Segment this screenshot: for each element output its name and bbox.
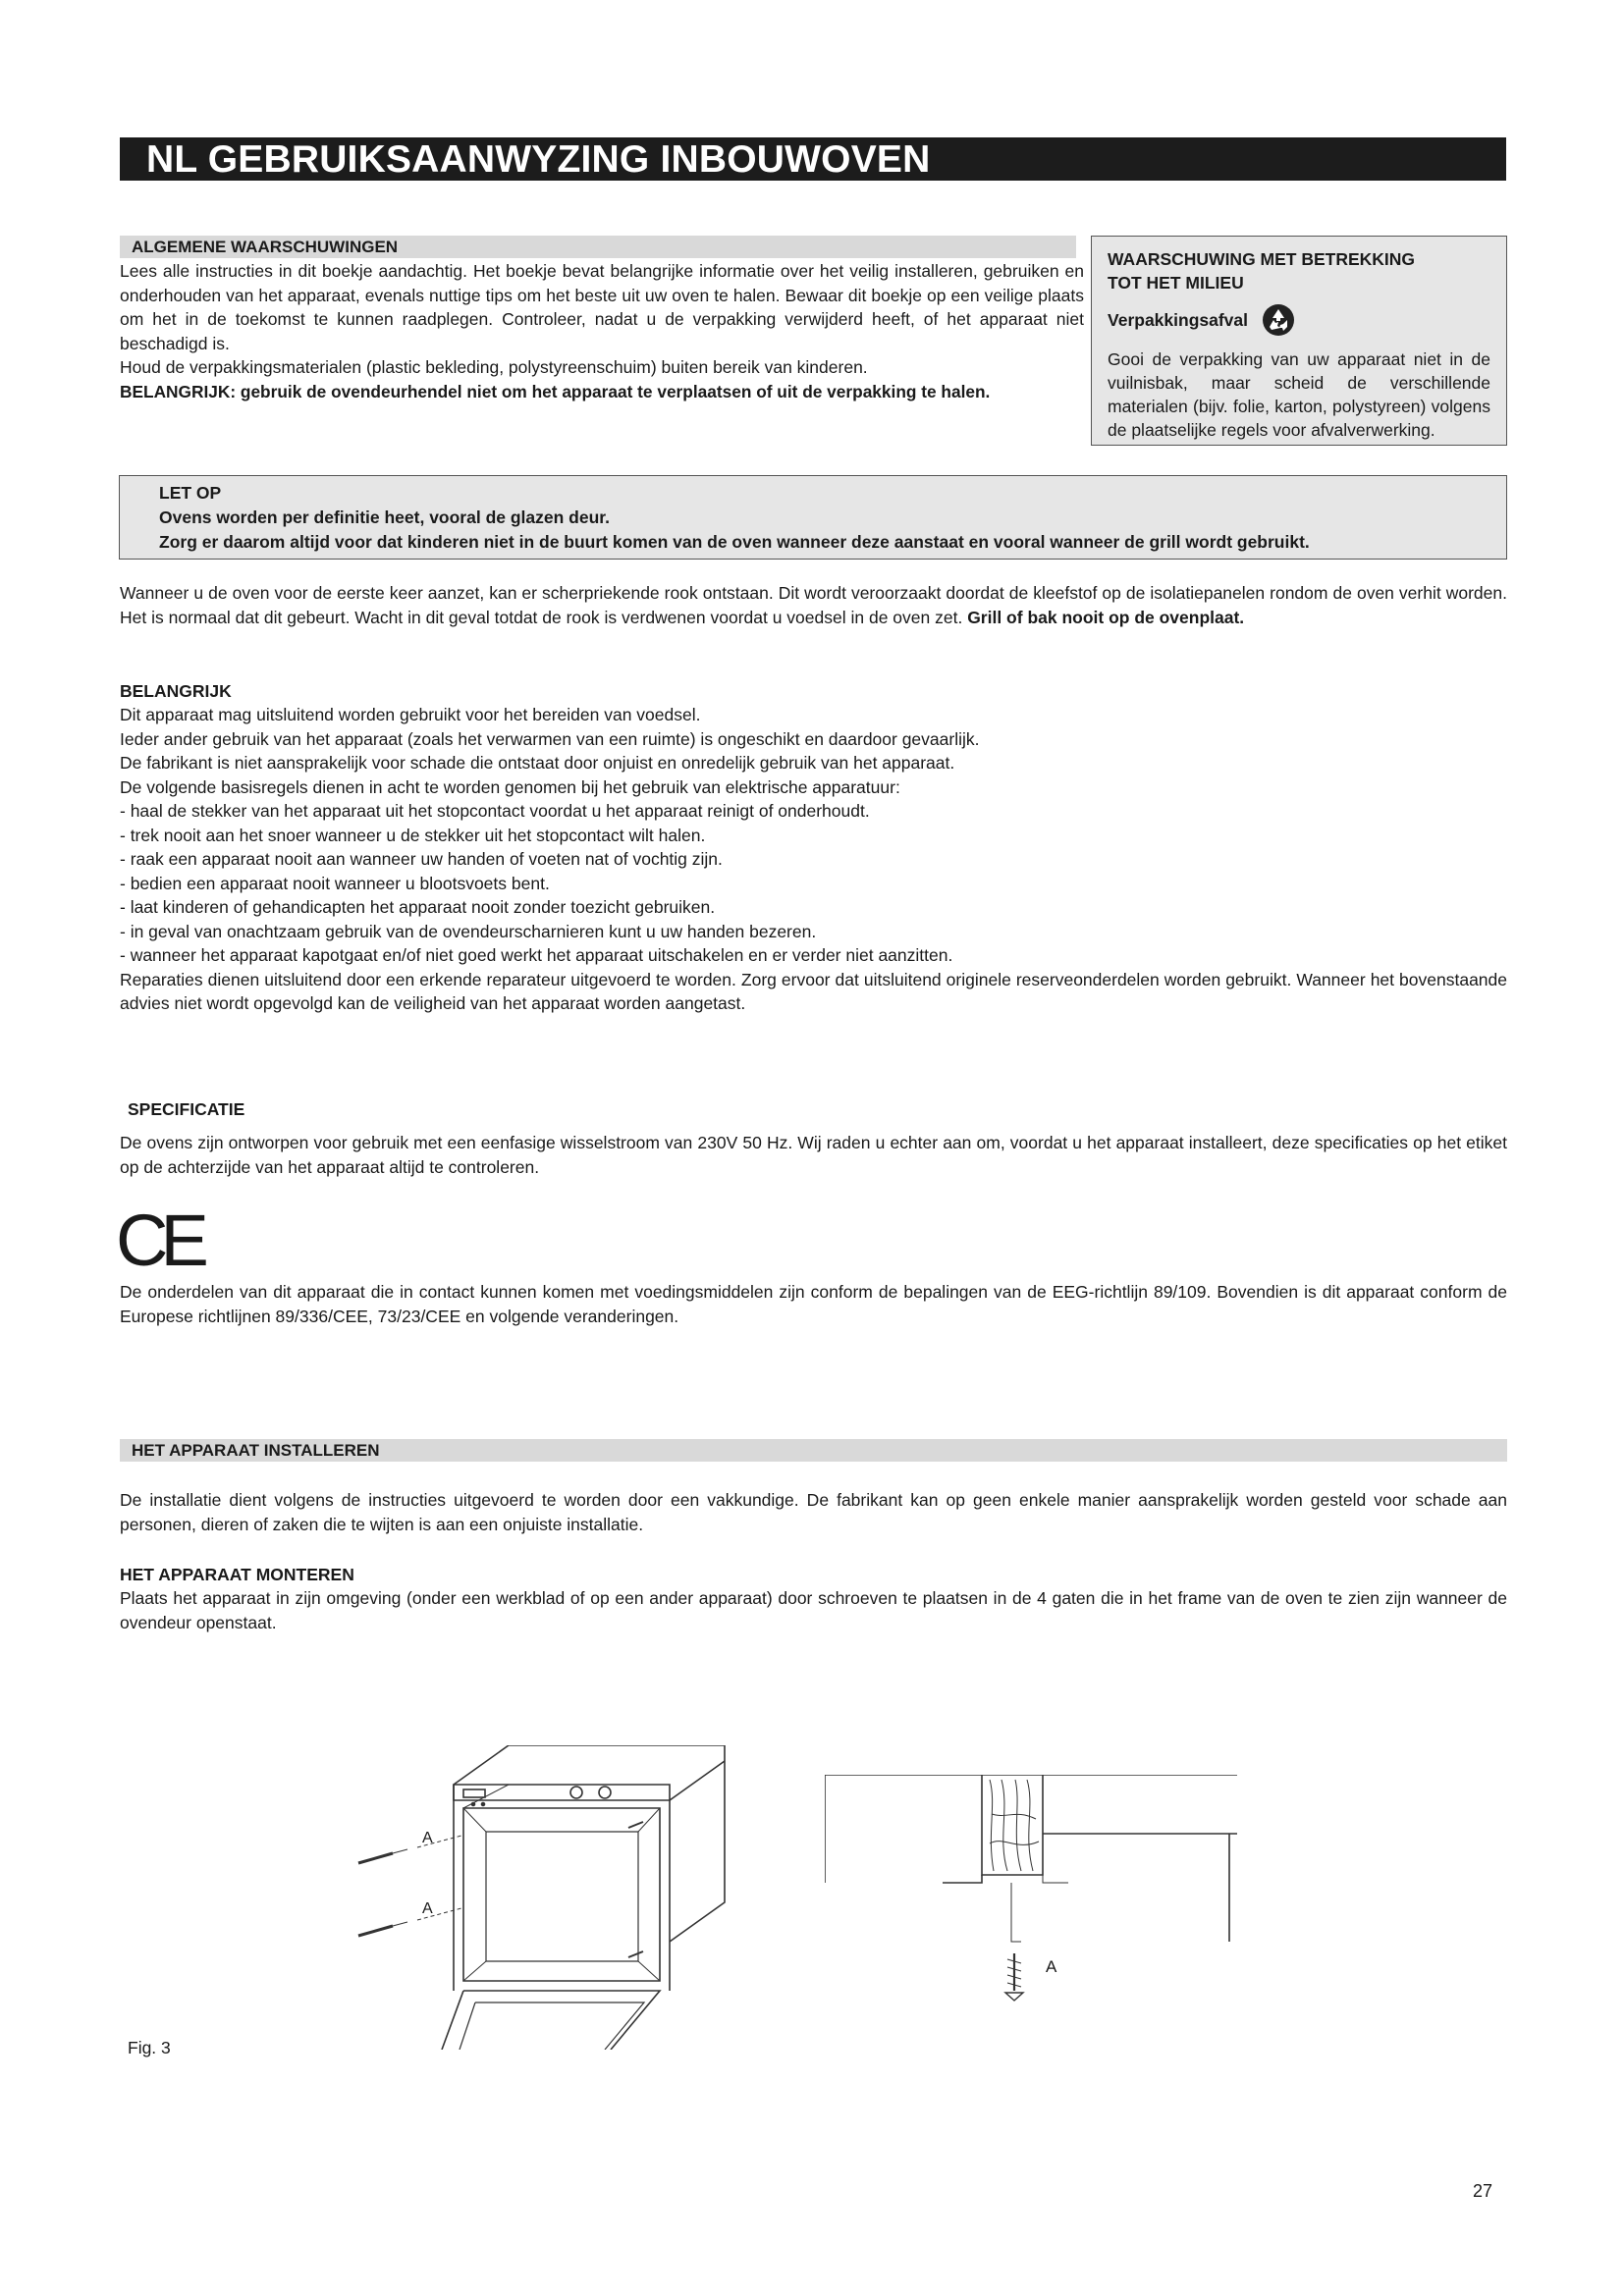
first-use-block [120, 581, 1507, 629]
first-use-bold: Grill of bak nooit op de ovenplaat. [967, 607, 1245, 627]
mounting-paragraph: Plaats het apparaat in zijn omgeving (onder een werkblad of op een ander apparaat) door schroeven te plaatsen in de 4 gaten die in het frame van de oven te zien zijn wanneer de ovendeur openstaat. [120, 1588, 1507, 1632]
important-list-item: - raak een apparaat nooit aan wanneer uw handen of voeten nat of vochtig zijn. [120, 849, 723, 869]
packaging-waste-label: Verpakkingsafval [1108, 310, 1248, 330]
environment-body: Gooi de verpakking van uw apparaat niet in de vuilnisbak, maar scheid de verschillende materialen (bijv. folie, karton, polystyreen) volgens de plaatselijke regels voor afvalverwerking. [1108, 349, 1490, 440]
important-line: Dit apparaat mag uitsluitend worden gebruikt voor het bereiden van voedsel. [120, 705, 701, 724]
important-list-item: - wanneer het apparaat kapotgaat en/of niet goed werkt het apparaat uitschakelen en er verder niet aanzitten. [120, 945, 953, 965]
packaging-waste-subheading [1108, 303, 1490, 337]
environment-warning-box [1091, 236, 1507, 446]
important-list-item: - haal de stekker van het apparaat uit het stopcontact voordat u het apparaat reinigt of onderhoudt. [120, 801, 870, 821]
caution-line-2: Zorg er daarom altijd voor dat kinderen niet in de buurt komen van de oven wanneer deze aanstaat en vooral wanneer de grill wordt gebruikt. [159, 532, 1310, 552]
ce-mark: CE [116, 1200, 201, 1281]
first-use-paragraph [120, 581, 1507, 629]
label-a-screw: A [1046, 1957, 1057, 1976]
recycle-icon [1262, 303, 1295, 337]
general-warnings-paragraph: Lees alle instructies in dit boekje aandachtig. Het boekje bevat belangrijke informatie over het veilig installeren, gebruiken en onderhouden van het apparaat, evenals nuttige tips om het beste uit uw oven te halen. Bewaar dit boekje op een veilige plaats om het in de toekomst te kunnen raadplegen. Controleer, nadat u de verpakking verwijderd heeft, of het apparaat niet beschadigd is. [120, 261, 1084, 353]
important-line: De fabrikant is niet aansprakelijk voor schade die ontstaat door onjuist en onredelijk gebruik van het apparaat. [120, 753, 955, 773]
label-a-top: A [422, 1830, 433, 1846]
packaging-materials-note: Houd de verpakkingsmaterialen (plastic bekleding, polystyreenschuim) buiten bereik van kinderen. [120, 357, 868, 377]
worktop-detail-illustration [825, 1775, 1237, 2010]
caution-box [119, 475, 1507, 560]
specification-paragraph: De ovens zijn ontworpen voor gebruik met een eenfasige wisselstroom van 230V 50 Hz. Wij raden u echter aan om, voordat u het apparaat installeert, deze specificaties op het etiket op de achterzijde van het apparaat altijd te controleren. [120, 1133, 1507, 1177]
label-a-bottom: A [422, 1900, 433, 1917]
figure-caption: Fig. 3 [128, 2038, 171, 2057]
door-handle-warning: BELANGRIJK: gebruik de ovendeurhendel niet om het apparaat te verplaatsen of uit de verpakking te halen. [120, 381, 991, 401]
environment-heading-line2: TOT HET MILIEU [1108, 273, 1244, 293]
important-heading: BELANGRIJK [120, 681, 232, 701]
page-title: NL GEBRUIKSAANWYZING INBOUWOVEN [120, 137, 1506, 181]
caution-line-1: Ovens worden per definitie heet, vooral de glazen deur. [159, 507, 610, 527]
important-list-item: - in geval van onachtzaam gebruik van de ovendeurscharnieren kunt u uw handen bezeren. [120, 921, 817, 941]
environment-heading-line1: WAARSCHUWING MET BETREKKING [1108, 249, 1416, 269]
page-number: 27 [1473, 2181, 1493, 2201]
installation-heading: HET APPARAAT INSTALLEREN [120, 1439, 1507, 1462]
conformity-paragraph: De onderdelen van dit apparaat die in contact kunnen komen met voedingsmiddelen zijn conform de bepalingen van de EEG-richtlijn 89/109. Bovendien is dit apparaat conform de Europese richtlijnen 89/336/CEE, 73/23/CEE en volgende veranderingen. [120, 1282, 1507, 1326]
mounting-heading: HET APPARAAT MONTEREN [120, 1565, 354, 1584]
important-block [120, 679, 1507, 1016]
important-list-item: - trek nooit aan het snoer wanneer u de stekker uit het stopcontact wilt halen. [120, 825, 706, 845]
important-list-item: - laat kinderen of gehandicapten het apparaat nooit zonder toezicht gebruiken. [120, 897, 716, 917]
repairs-paragraph: Reparaties dienen uitsluitend door een erkende reparateur uitgevoerd te worden. Zorg ervoor dat uitsluitend originele reserveonderdelen worden gebruikt. Wanneer het bovenstaande advies niet wordt opgevolgd kan de veiligheid van het apparaat worden aangetast. [120, 969, 1507, 1013]
oven-illustration [353, 1745, 746, 2050]
important-line: De volgende basisregels dienen in acht te worden genomen bij het gebruik van elektrische apparatuur: [120, 776, 900, 797]
caution-heading: LET OP [159, 483, 222, 503]
general-warnings-block [120, 259, 1084, 403]
important-line: Ieder ander gebruik van het apparaat (zoals het verwarmen van een ruimte) is ongeschikt en daardoor gevaarlijk. [120, 728, 980, 749]
general-warnings-heading: ALGEMENE WAARSCHUWINGEN [120, 236, 1076, 258]
first-use-text: Wanneer u de oven voor de eerste keer aanzet, kan er scherpriekende rook ontstaan. Dit wordt veroorzaakt doordat de kleefstof op de isolatiepanelen rondom de oven verhit worden. Het is normaal dat dit gebeurt. Wacht in dit geval totdat de rook is verdwenen voordat u voedsel in de oven zet. [120, 583, 1507, 627]
installation-paragraph: De installatie dient volgens de instructies uitgevoerd te worden door een vakkundige. De fabrikant kan op geen enkele manier aansprakelijk worden gesteld voor schade aan personen, dieren of zaken die te wijten is aan een onjuiste installatie. [120, 1490, 1507, 1534]
specification-heading: SPECIFICATIE [128, 1099, 245, 1119]
important-list-item: - bedien een apparaat nooit wanneer u blootsvoets bent. [120, 873, 550, 893]
